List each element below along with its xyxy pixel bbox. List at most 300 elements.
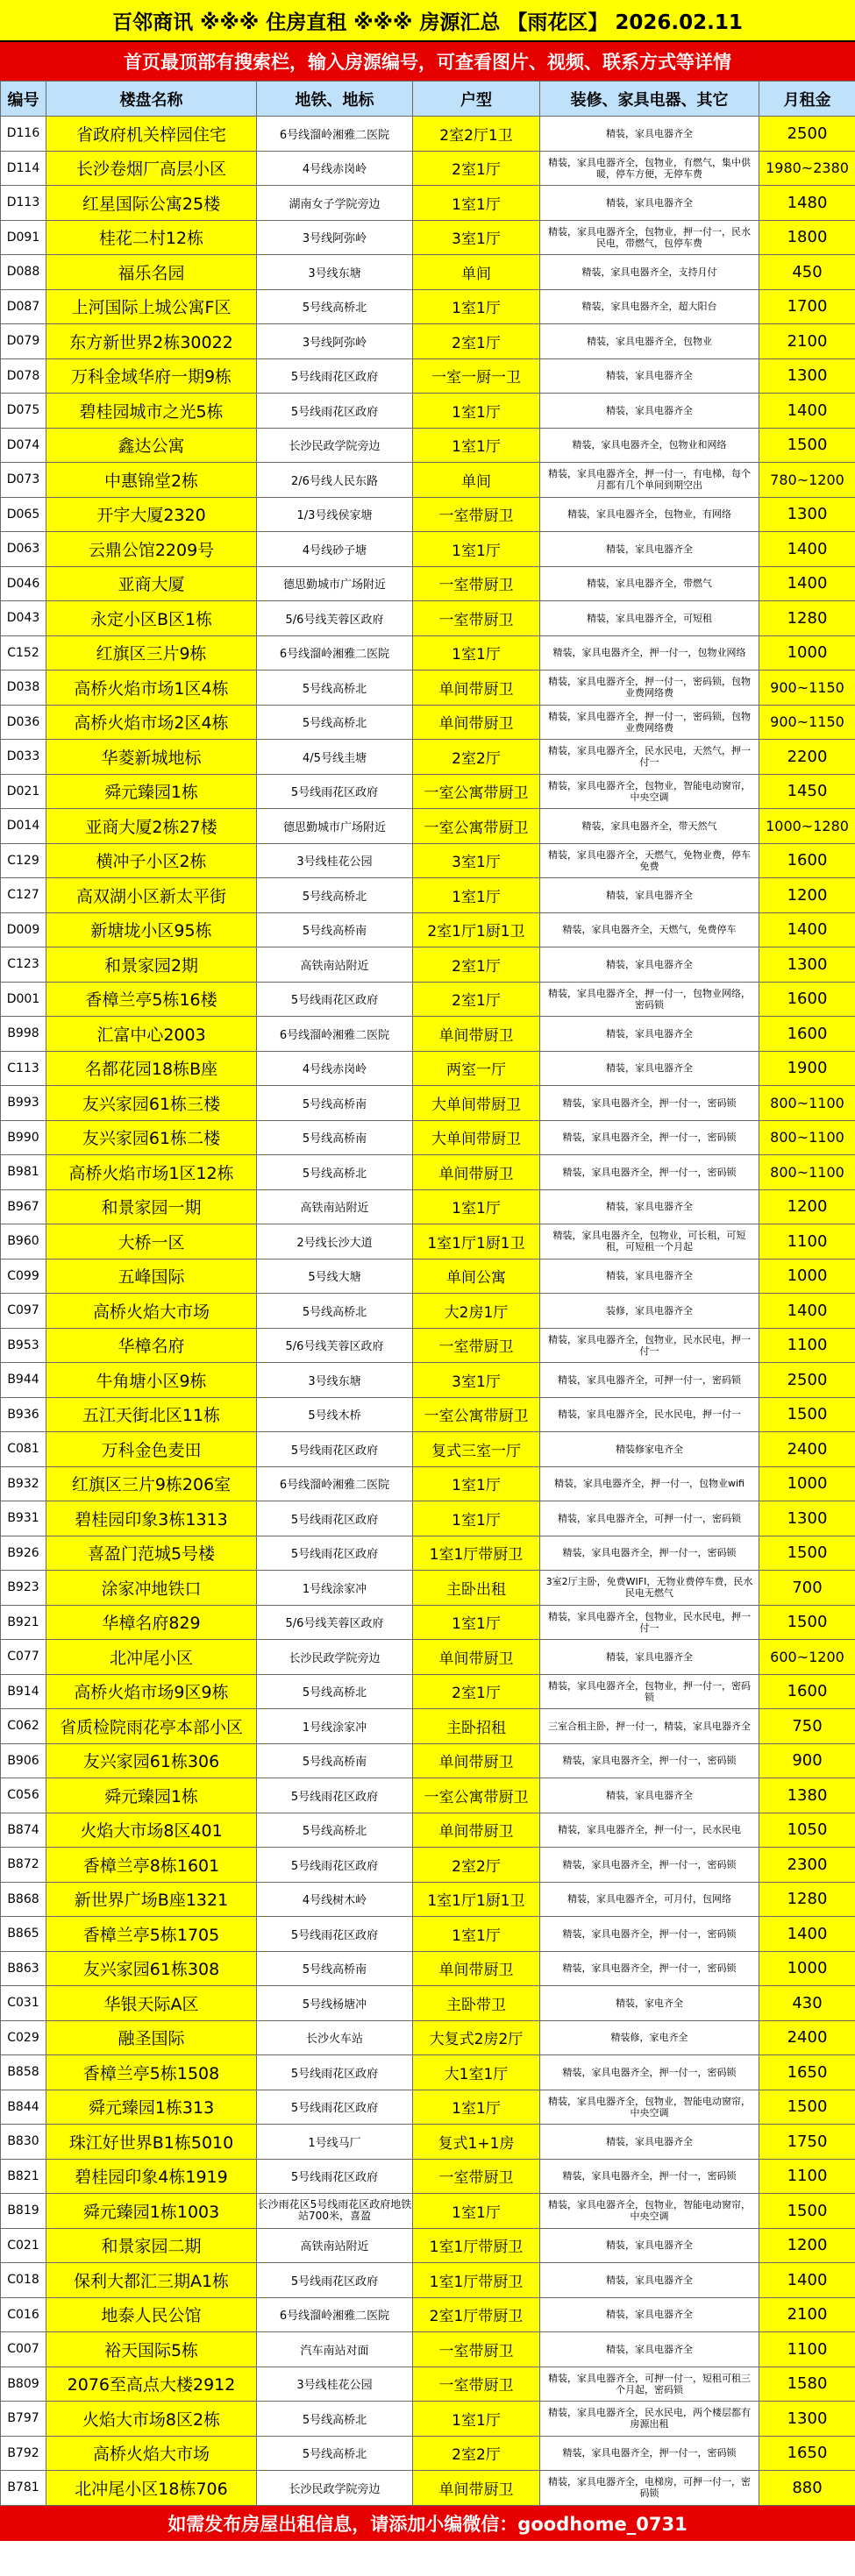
table-row	[1, 1501, 855, 1536]
listing-notes: 精装，家具电器齐全，押一付一，密码锁	[540, 2436, 759, 2471]
listing-notes: 精装，家具电器齐全	[540, 186, 759, 221]
table-row	[1, 532, 855, 567]
listing-rent: 1280	[759, 601, 855, 636]
listing-layout: 2室2厅	[413, 2436, 540, 2471]
listing-notes: 精装，家具电器齐全，包物业，可长租，可短租，可短租一个月起	[540, 1224, 759, 1260]
table-row	[1, 2471, 855, 2506]
listing-name: 鑫达公寓	[46, 428, 257, 463]
listing-metro: 5号线雨花区政府	[257, 1536, 413, 1571]
listing-code: B914	[1, 1674, 46, 1709]
listing-code: D038	[1, 671, 46, 706]
listing-rent: 900	[759, 1743, 855, 1778]
listing-name: 2076至高点大楼2912	[46, 2367, 257, 2402]
listing-code: C056	[1, 1778, 46, 1813]
table-row	[1, 2402, 855, 2437]
table-row	[1, 255, 855, 290]
listing-layout: 2室1厅	[413, 151, 540, 186]
listing-metro: 1号线涂家冲	[257, 1571, 413, 1606]
footer-contact-banner: 如需发布房屋出租信息，请添加小编微信：goodhome_0731	[0, 2506, 855, 2541]
listing-layout: 单间带厨卫	[413, 2471, 540, 2506]
listing-metro: 5/6号线芙蓉区政府	[257, 1328, 413, 1363]
listing-notes: 精装，家具电器齐全	[540, 2263, 759, 2298]
listing-layout: 大2房1厅	[413, 1294, 540, 1329]
listing-layout: 3室1厅	[413, 1363, 540, 1398]
listing-notes: 精装，家具电器齐全，带天然气	[540, 809, 759, 844]
listing-code: C081	[1, 1432, 46, 1467]
listing-rent: 800~1100	[759, 1086, 855, 1121]
listing-code: C129	[1, 843, 46, 878]
listing-metro: 5号线杨塘冲	[257, 1986, 413, 2021]
listing-metro: 长沙民政学院旁边	[257, 428, 413, 463]
table-row	[1, 2020, 855, 2055]
listing-notes: 精装，家具电器齐全，包物业，民水民电，押一付一	[540, 1605, 759, 1640]
listing-metro: 5号线高桥北	[257, 705, 413, 740]
listing-code: D009	[1, 912, 46, 947]
listing-body	[1, 117, 855, 2506]
listing-name: 福乐名园	[46, 255, 257, 290]
listing-layout: 2室1厅	[413, 324, 540, 359]
listing-rent: 1500	[759, 1536, 855, 1571]
listing-notes: 精装，家具电器齐全，可押一付一，短租可租三个月起，密码锁	[540, 2367, 759, 2402]
listing-notes: 精装，家具电器齐全	[540, 2125, 759, 2160]
listing-metro: 5/6号线芙蓉区政府	[257, 601, 413, 636]
listing-metro: 3号线东塘	[257, 1363, 413, 1398]
listing-layout: 单间	[413, 463, 540, 498]
listing-name: 上河国际上城公寓F区	[46, 289, 257, 324]
col-header-name: 楼盘名称	[46, 82, 257, 117]
listing-notes: 精装，家具电器齐全	[540, 1017, 759, 1052]
listing-name: 香樟兰亭5栋16楼	[46, 982, 257, 1017]
listing-layout: 单间带厨卫	[413, 1155, 540, 1190]
listing-code: B863	[1, 1951, 46, 1986]
listing-layout: 2室2厅	[413, 740, 540, 775]
listing-rent: 1200	[759, 1189, 855, 1224]
listing-metro: 5号线雨花区政府	[257, 358, 413, 394]
listing-name: 香樟兰亭5栋1508	[46, 2055, 257, 2090]
listing-code: C097	[1, 1294, 46, 1329]
table-row	[1, 289, 855, 324]
listing-metro: 5号线雨花区政府	[257, 2090, 413, 2125]
listing-notes: 精装，家具电器齐全，天燃气，免费停车	[540, 912, 759, 947]
listing-name: 北冲尾小区	[46, 1640, 257, 1675]
listing-metro: 4号线赤岗岭	[257, 151, 413, 186]
listing-name: 开宇大厦2320	[46, 497, 257, 532]
listing-code: B819	[1, 2194, 46, 2229]
listing-name: 云鼎公馆2209号	[46, 532, 257, 567]
listing-layout: 2室2厅	[413, 1848, 540, 1883]
listing-metro: 4号线赤岗岭	[257, 1051, 413, 1086]
listing-notes: 精装，家具电器齐全，超大阳台	[540, 289, 759, 324]
listing-rent: 1600	[759, 982, 855, 1017]
listing-notes: 精装，家具电器齐全	[540, 1189, 759, 1224]
table-row	[1, 1848, 855, 1883]
listing-rent: 1300	[759, 358, 855, 394]
listing-notes: 精装，家具电器齐全，支持月付	[540, 255, 759, 290]
listing-name: 大桥一区	[46, 1224, 257, 1260]
listing-name: 火焰大市场8区401	[46, 1813, 257, 1848]
listing-metro: 4号线树木岭	[257, 1882, 413, 1917]
listing-layout: 一室带厨卫	[413, 2159, 540, 2194]
table-row	[1, 705, 855, 740]
listing-code: B990	[1, 1120, 46, 1155]
listing-name: 桂花二村12栋	[46, 220, 257, 255]
table-row	[1, 324, 855, 359]
listing-layout: 单间	[413, 255, 540, 290]
listing-code: B998	[1, 1017, 46, 1052]
listing-code: C127	[1, 878, 46, 913]
listing-layout: 1室1厅1厨1卫	[413, 1882, 540, 1917]
listing-notes: 精装，家具电器齐全，押一付一，密码锁	[540, 1536, 759, 1571]
col-header-rent: 月租金	[759, 82, 855, 117]
listing-metro: 5号线高桥北	[257, 289, 413, 324]
listing-layout: 1室1厅带厨卫	[413, 1536, 540, 1571]
listing-notes: 精装，家具电器齐全，包物业，民水民电，押一付一	[540, 1328, 759, 1363]
listing-layout: 两室一厅	[413, 1051, 540, 1086]
listing-metro: 5号线雨花区政府	[257, 394, 413, 429]
table-row	[1, 1328, 855, 1363]
listing-metro: 1号线涂家冲	[257, 1709, 413, 1744]
listing-name: 万科金色麦田	[46, 1432, 257, 1467]
table-row	[1, 2228, 855, 2263]
listing-code: D014	[1, 809, 46, 844]
table-row	[1, 394, 855, 429]
listing-name: 和景家园二期	[46, 2228, 257, 2263]
listing-metro: 长沙民政学院旁边	[257, 1640, 413, 1675]
listing-layout: 一室公寓带厨卫	[413, 1397, 540, 1432]
listing-metro: 5号线雨花区政府	[257, 1917, 413, 1952]
listing-rent: 1100	[759, 2332, 855, 2367]
listing-notes: 精装，家具电器齐全，民水民电，押一付一	[540, 1397, 759, 1432]
listing-code: C077	[1, 1640, 46, 1675]
listing-rent: 1580	[759, 2367, 855, 2402]
listing-rent: 1300	[759, 2402, 855, 2437]
listing-layout: 1室1厅	[413, 1501, 540, 1536]
listing-notes: 精装，家具电器齐全，押一付一，密码锁，包物业费网络费	[540, 705, 759, 740]
listing-name: 中惠锦堂2栋	[46, 463, 257, 498]
listing-name: 汇富中心2003	[46, 1017, 257, 1052]
listing-code: B926	[1, 1536, 46, 1571]
listing-layout: 2室1厅	[413, 982, 540, 1017]
listing-metro: 5号线雨花区政府	[257, 1848, 413, 1883]
listing-layout: 一室公寓带厨卫	[413, 774, 540, 809]
table-row	[1, 1017, 855, 1052]
listing-rent: 2100	[759, 324, 855, 359]
listing-rent: 1000~1280	[759, 809, 855, 844]
listing-code: B944	[1, 1363, 46, 1398]
listing-metro: 5号线雨花区政府	[257, 2159, 413, 2194]
listing-name: 融圣国际	[46, 2020, 257, 2055]
listing-code: B923	[1, 1571, 46, 1606]
listing-name: 红星国际公寓25楼	[46, 186, 257, 221]
listing-code: B821	[1, 2159, 46, 2194]
listing-name: 红旗区三片9栋206室	[46, 1466, 257, 1501]
table-row	[1, 774, 855, 809]
listing-name: 牛角塘小区9栋	[46, 1363, 257, 1398]
listing-notes: 精装，家具电器齐全，包物业，押一付一，密码锁	[540, 1674, 759, 1709]
listing-layout: 一室带厨卫	[413, 497, 540, 532]
listing-layout: 单间带厨卫	[413, 705, 540, 740]
listing-notes: 精装，家具电器齐全	[540, 1778, 759, 1813]
listing-name: 高桥火焰大市场	[46, 2436, 257, 2471]
search-notice-banner: 首页最顶部有搜索栏，输入房源编号，可查看图片、视频、联系方式等详情	[0, 42, 855, 81]
listing-layout: 一室带厨卫	[413, 2332, 540, 2367]
listing-metro: 3号线阿弥岭	[257, 324, 413, 359]
listing-metro: 5号线雨花区政府	[257, 2055, 413, 2090]
listing-rent: 1200	[759, 878, 855, 913]
listing-code: D046	[1, 566, 46, 601]
listing-name: 友兴家园61栋二楼	[46, 1120, 257, 1155]
table-row	[1, 1640, 855, 1675]
listing-code: B781	[1, 2471, 46, 2506]
listing-metro: 5号线雨花区政府	[257, 982, 413, 1017]
listing-notes: 精装，家具电器齐全，押一付一，包物业wifi	[540, 1466, 759, 1501]
listing-metro: 5号线高桥南	[257, 912, 413, 947]
listing-rent: 1500	[759, 1397, 855, 1432]
listing-layout: 一室带厨卫	[413, 2367, 540, 2402]
table-row	[1, 151, 855, 186]
listing-name: 涂家冲地铁口	[46, 1571, 257, 1606]
listing-layout: 单间带厨卫	[413, 1017, 540, 1052]
table-row	[1, 740, 855, 775]
table-row	[1, 1155, 855, 1190]
listing-notes: 装修，家具电器齐全	[540, 1294, 759, 1329]
listing-name: 地泰人民公馆	[46, 2297, 257, 2332]
listing-layout: 一室公寓带厨卫	[413, 809, 540, 844]
listing-name: 红旗区三片9栋	[46, 635, 257, 671]
table-row	[1, 1189, 855, 1224]
listing-rent: 1800	[759, 220, 855, 255]
listing-rent: 1900	[759, 1051, 855, 1086]
listing-name: 保利大都汇三期A1栋	[46, 2263, 257, 2298]
listing-name: 名都花园18栋B座	[46, 1051, 257, 1086]
listing-metro: 5号线高桥北	[257, 2436, 413, 2471]
listing-rent: 1380	[759, 1778, 855, 1813]
listing-metro: 长沙雨花区5号线雨花区政府地铁站700米，喜盈	[257, 2194, 413, 2229]
listing-metro: 5号线高桥北	[257, 2402, 413, 2437]
listing-notes: 精装，家具电器齐全	[540, 1640, 759, 1675]
listing-notes: 精装，家具电器齐全，包物业，智能电动窗帘，中央空调	[540, 774, 759, 809]
listing-name: 香樟兰亭8栋1601	[46, 1848, 257, 1883]
listing-notes: 精装，家具电器齐全，带燃气	[540, 566, 759, 601]
listing-metro: 6号线溜岭湘雅二医院	[257, 1466, 413, 1501]
table-row	[1, 1432, 855, 1467]
listing-metro: 5号线高桥南	[257, 1951, 413, 1986]
listing-name: 友兴家园61栋三楼	[46, 1086, 257, 1121]
table-row	[1, 1571, 855, 1606]
listing-rent: 800~1100	[759, 1155, 855, 1190]
listing-notes: 精装，家具电器齐全，包物业，智能电动窗帘，中央空调	[540, 2090, 759, 2125]
listing-name: 华菱新城地标	[46, 740, 257, 775]
listing-notes: 精装，家具电器齐全，可月付，包网络	[540, 1882, 759, 1917]
table-header-row	[1, 82, 855, 117]
listing-code: B844	[1, 2090, 46, 2125]
table-row	[1, 2194, 855, 2229]
listing-notes: 3室2厅主卧，免费WIFI，无物业费停车费，民水民电无燃气	[540, 1571, 759, 1606]
table-row	[1, 1259, 855, 1294]
listing-metro: 3号线阿弥岭	[257, 220, 413, 255]
listing-name: 高双湖小区新太平街	[46, 878, 257, 913]
listing-layout: 1室1厅	[413, 428, 540, 463]
listing-code: D073	[1, 463, 46, 498]
table-row	[1, 2055, 855, 2090]
listing-rent: 1400	[759, 1917, 855, 1952]
table-row	[1, 843, 855, 878]
listing-code: B967	[1, 1189, 46, 1224]
listing-rent: 1300	[759, 947, 855, 983]
listing-metro: 6号线溜岭湘雅二医院	[257, 635, 413, 671]
listing-name: 东方新世界2栋30022	[46, 324, 257, 359]
listing-rent: 1500	[759, 428, 855, 463]
listing-name: 新世界广场B座1321	[46, 1882, 257, 1917]
listing-name: 舜元臻园1栋	[46, 774, 257, 809]
listing-notes: 精装，家具电器齐全，包物业，有网络	[540, 497, 759, 532]
listing-metro: 6号线溜岭湘雅二医院	[257, 117, 413, 152]
listing-layout: 单间带厨卫	[413, 671, 540, 706]
table-row	[1, 566, 855, 601]
listing-metro: 6号线溜岭湘雅二医院	[257, 2297, 413, 2332]
listing-code: C018	[1, 2263, 46, 2298]
listing-metro: 德思勤城市广场附近	[257, 809, 413, 844]
listing-notes: 精装，家具电器齐全	[540, 532, 759, 567]
listing-name: 裕天国际5栋	[46, 2332, 257, 2367]
listing-rent: 1400	[759, 1294, 855, 1329]
listing-rent: 1650	[759, 2055, 855, 2090]
table-row	[1, 2297, 855, 2332]
listing-layout: 2室2厅1卫	[413, 117, 540, 152]
listing-notes: 精装，家具电器齐全，包物业，有燃气，集中供暖，停车方便，无停车费	[540, 151, 759, 186]
listing-metro: 5号线雨花区政府	[257, 1432, 413, 1467]
listing-code: B931	[1, 1501, 46, 1536]
table-row	[1, 2332, 855, 2367]
listing-metro: 5号线高桥南	[257, 1120, 413, 1155]
table-row	[1, 601, 855, 636]
listing-metro: 湖南女子学院旁边	[257, 186, 413, 221]
listing-layout: 一室公寓带厨卫	[413, 1778, 540, 1813]
listing-rent: 780~1200	[759, 463, 855, 498]
listing-notes: 精装，家具电器齐全，包物业，押一付一，民水民电，带燃气，包停车费	[540, 220, 759, 255]
listing-code: C113	[1, 1051, 46, 1086]
listing-metro: 5号线高桥北	[257, 1155, 413, 1190]
listing-metro: 4号线砂子塘	[257, 532, 413, 567]
listing-layout: 1室1厅	[413, 1917, 540, 1952]
listing-name: 五江天街北区11栋	[46, 1397, 257, 1432]
listing-layout: 一室带厨卫	[413, 566, 540, 601]
listing-rent: 800~1100	[759, 1120, 855, 1155]
table-row	[1, 1120, 855, 1155]
table-row	[1, 428, 855, 463]
listing-layout: 复式三室一厅	[413, 1432, 540, 1467]
listing-metro: 德思勤城市广场附近	[257, 566, 413, 601]
listing-notes: 三室合租主卧，押一付一，精装，家具电器齐全	[540, 1709, 759, 1744]
listing-name: 永定小区B区1栋	[46, 601, 257, 636]
listing-rent: 1650	[759, 2436, 855, 2471]
listing-rent: 600~1200	[759, 1640, 855, 1675]
listing-notes: 精装，家具电器齐全，电梯房，可押一付一，密码锁	[540, 2471, 759, 2506]
listing-layout: 大复式2房2厅	[413, 2020, 540, 2055]
listing-name: 华樟名府829	[46, 1605, 257, 1640]
listing-metro: 2/6号线人民东路	[257, 463, 413, 498]
listing-name: 喜盈门范城5号楼	[46, 1536, 257, 1571]
listing-notes: 精装，家具电器齐全，押一付一，密码锁	[540, 1086, 759, 1121]
table-row	[1, 947, 855, 983]
listing-rent: 1200	[759, 2228, 855, 2263]
listing-rent: 1750	[759, 2125, 855, 2160]
listing-name: 高桥火焰市场1区12栋	[46, 1155, 257, 1190]
listing-code: B872	[1, 1848, 46, 1883]
listing-notes: 精装，家具电器齐全，可押一付一，密码锁	[540, 1501, 759, 1536]
listing-code: D074	[1, 428, 46, 463]
listing-code: B921	[1, 1605, 46, 1640]
listing-metro: 3号线东塘	[257, 255, 413, 290]
listing-rent: 2400	[759, 1432, 855, 1467]
listing-notes: 精装修，家电齐全	[540, 2020, 759, 2055]
listing-metro: 5号线高桥北	[257, 671, 413, 706]
listing-metro: 汽车南站对面	[257, 2332, 413, 2367]
table-row	[1, 1086, 855, 1121]
listing-layout: 单间带厨卫	[413, 1640, 540, 1675]
listing-notes: 精装，家具电器齐全	[540, 878, 759, 913]
listing-name: 高桥火焰市场1区4栋	[46, 671, 257, 706]
listing-notes: 精装，家具电器齐全	[540, 2297, 759, 2332]
listing-rent: 1450	[759, 774, 855, 809]
listing-metro: 高铁南站附近	[257, 1189, 413, 1224]
listing-rent: 1100	[759, 1328, 855, 1363]
page-title: 百邻商讯 ※※※ 住房直租 ※※※ 房源汇总 【雨花区】 2026.02.11	[0, 0, 855, 42]
listing-code: D088	[1, 255, 46, 290]
listing-layout: 大单间带厨卫	[413, 1086, 540, 1121]
listing-notes: 精装，家具电器齐全，押一付一，密码锁	[540, 1120, 759, 1155]
listing-notes: 精装，家具电器齐全	[540, 1051, 759, 1086]
col-header-code: 编号	[1, 82, 46, 117]
listing-name: 横冲子小区2栋	[46, 843, 257, 878]
listing-name: 舜元臻园1栋313	[46, 2090, 257, 2125]
listing-code: B960	[1, 1224, 46, 1260]
listing-code: B932	[1, 1466, 46, 1501]
listing-layout: 一室一厨一卫	[413, 358, 540, 394]
listing-layout: 1室1厅	[413, 1605, 540, 1640]
table-row	[1, 2159, 855, 2194]
listing-rent: 2100	[759, 2297, 855, 2332]
listing-name: 高桥火焰市场9区9栋	[46, 1674, 257, 1709]
listing-layout: 1室1厅	[413, 635, 540, 671]
listing-layout: 1室1厅	[413, 1189, 540, 1224]
listing-layout: 1室1厅带厨卫	[413, 2263, 540, 2298]
table-row	[1, 1051, 855, 1086]
listing-rent: 1480	[759, 186, 855, 221]
listing-rent: 2300	[759, 1848, 855, 1883]
listing-layout: 3室1厅	[413, 843, 540, 878]
table-row	[1, 1605, 855, 1640]
listing-layout: 主卧招租	[413, 1709, 540, 1744]
table-row	[1, 809, 855, 844]
table-row	[1, 1743, 855, 1778]
table-row	[1, 878, 855, 913]
listing-notes: 精装，家具电器齐全，可押一付一，密码锁	[540, 1363, 759, 1398]
table-row	[1, 1813, 855, 1848]
listing-code: B993	[1, 1086, 46, 1121]
listing-code: B868	[1, 1882, 46, 1917]
listing-code: C062	[1, 1709, 46, 1744]
listing-name: 亚商大厦2栋27楼	[46, 809, 257, 844]
listing-metro: 2号线长沙大道	[257, 1224, 413, 1260]
listing-rent: 1000	[759, 1466, 855, 1501]
listing-rent: 1400	[759, 566, 855, 601]
table-row	[1, 1709, 855, 1744]
listing-code: C152	[1, 635, 46, 671]
table-row	[1, 1951, 855, 1986]
listing-code: B906	[1, 1743, 46, 1778]
listing-layout: 一室带厨卫	[413, 601, 540, 636]
